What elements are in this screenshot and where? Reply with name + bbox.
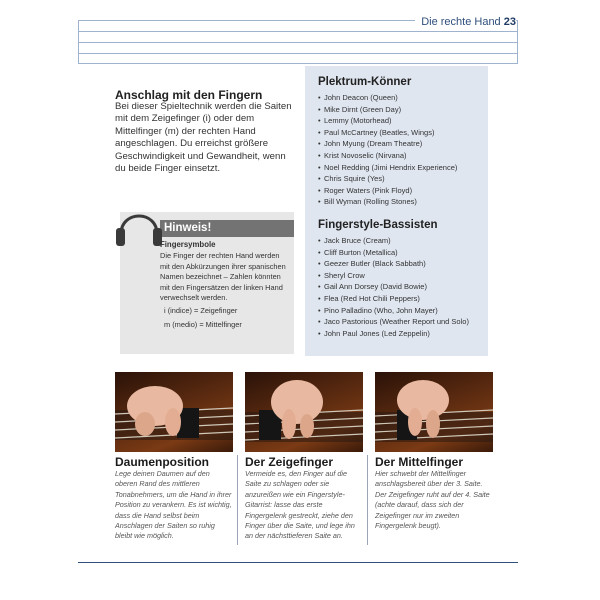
list-item: • Jaco Pastorious (Weather Report und Solo) — [318, 317, 469, 327]
hint-body — [160, 240, 290, 330]
caption-title-middle: Der Mittelfinger — [375, 455, 464, 469]
page-number: 23 — [503, 16, 516, 28]
list-item: • Cliff Burton (Metallica) — [318, 247, 398, 257]
list-item: • Sheryl Crow — [318, 270, 365, 280]
plektrum-list — [318, 92, 486, 208]
caption-text-middle: Hier schwebt der Mittelfinger anschlagsbereit über der 3. Saite. Der Zeigefinger ruht auf der 4. Saite (achte darauf, dass sich der Zeigefinger nur im zweiten Fingergelenk beugt). — [375, 469, 490, 531]
column-divider — [237, 455, 238, 545]
hint-box — [120, 212, 294, 354]
fingerstyle-title: Fingerstyle-Bassisten — [318, 219, 438, 231]
list-item: • Geezer Butler (Black Sabbath) — [318, 259, 426, 269]
list-item: • Krist Novoselic (Nirvana) — [318, 150, 407, 160]
photo-middle-finger — [375, 372, 493, 452]
caption-title-thumb: Daumenposition — [115, 455, 210, 469]
photo-index-finger — [245, 372, 363, 452]
list-item: • Roger Waters (Pink Floyd) — [318, 185, 413, 195]
list-item: • Noel Redding (Jimi Hendrix Experience) — [318, 162, 458, 172]
list-item: • Bill Wyman (Rolling Stones) — [318, 197, 417, 207]
running-title: Die rechte Hand — [421, 16, 501, 28]
list-item: • Lemmy (Motorhead) — [318, 116, 392, 126]
headphones-icon — [113, 204, 165, 250]
hint-symbol-i: i (indice) = Zeigefinger — [164, 306, 238, 316]
list-item: • John Myung (Dream Theatre) — [318, 139, 423, 149]
list-item: • Paul McCartney (Beatles, Wings) — [318, 127, 435, 137]
running-head — [415, 16, 516, 28]
column-divider — [367, 455, 368, 545]
hint-text: Die Finger der rechten Hand werden mit den Abkürzungen ihrer spanischen Namen bezeichnet – Zahlen könnten mit den Fingersätzen der linken Hand verwechselt werden. — [160, 251, 286, 303]
caption-title-index: Der Zeigefinger — [245, 455, 334, 469]
list-item: • Chris Squire (Yes) — [318, 174, 385, 184]
list-item: • Mike Dirnt (Green Day) — [318, 104, 402, 114]
plektrum-title: Plektrum-Könner — [318, 76, 412, 88]
fingerstyle-list — [318, 235, 486, 339]
hint-symbol-m: m (medio) = Mittelfinger — [164, 319, 242, 329]
photo-thumb-position — [115, 372, 233, 452]
section-title: Anschlag mit den Fingern — [115, 88, 263, 102]
list-item: • Pino Palladino (Who, John Mayer) — [318, 305, 438, 315]
list-item: • Jack Bruce (Cream) — [318, 236, 391, 245]
list-item: • Flea (Red Hot Chili Peppers) — [318, 293, 420, 303]
list-item: • John Deacon (Queen) — [318, 93, 398, 102]
section-body: Bei dieser Spieltechnik werden die Saiten mit dem Zeigefinger (i) oder dem Mittelfinger (m) der rechten Hand angeschlagen. Du erreichst größere Geschwindigkeit und Gewandheit, wenn du beide Finger einsetzt. — [115, 101, 292, 175]
caption-text-thumb: Lege deinen Daumen auf den oberen Rand des mittleren Tonabnehmers, um die Hand in ihrer Position zu verankern. Es ist wichtig, dass die Hand selbst beim Anschlagen der Saiten so ruhig bleibt wie möglich. — [115, 469, 232, 541]
hint-subtitle: Fingersymbole — [160, 240, 216, 249]
list-item: • Gail Ann Dorsey (David Bowie) — [318, 282, 427, 292]
list-item: • John Paul Jones (Led Zeppelin) — [318, 328, 430, 338]
hint-title: Hinweis! — [160, 220, 294, 237]
caption-text-index: Vermeide es, den Finger auf die Saite zu schlagen oder sie anzureißen wie ein Fingerstyle-Gitarrist: lasse das erste Fingergelenk gestreckt, ziehe den Finger über die Saite, und lege ihn an der nächsttieferen Saite an. — [245, 469, 355, 541]
footer-rule — [78, 562, 518, 563]
